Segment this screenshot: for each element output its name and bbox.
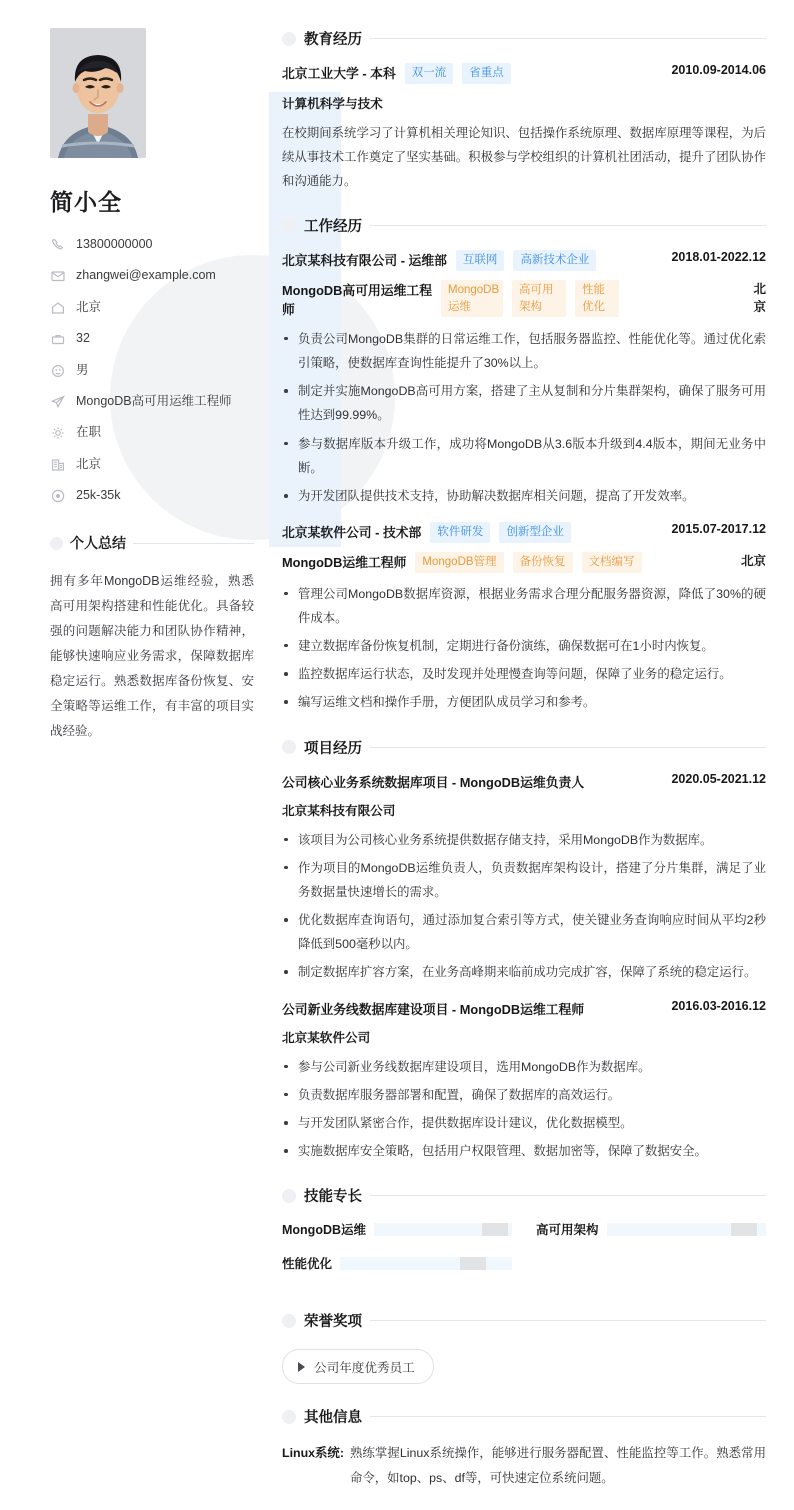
section-bullet-icon [282,1189,296,1203]
divider [133,543,254,544]
list-item: 负责公司MongoDB集群的日常运维工作，包括服务器监控、性能优化等。通过优化索引策略，使数据库查询性能提升了30%以上。 [282,327,766,375]
project-entry [282,772,766,985]
work-position-row [282,552,766,573]
skill-progress-knob [460,1257,486,1270]
skill-progress-bar [607,1223,766,1236]
list-item: 参与公司新业务线数据库建设项目，选用MongoDB作为数据库。 [282,1055,766,1079]
company-name: 北京某科技有限公司 - 运维部 [282,253,447,269]
school-name: 北京工业大学 - 本科 [282,66,396,81]
other-info-value: 熟练掌握Linux系统操作，能够进行服务器配置、性能监控等工作。熟悉常用命令，如top、ps、df等，可快速定位系统问题。 [349,1446,766,1485]
work-company-row [282,522,766,543]
play-triangle-icon [298,1362,305,1372]
summary-text: 拥有多年MongoDB运维经验，熟悉高可用架构搭建和性能优化。具备较强的问题解决能力和团队协作精神，能够快速响应业务需求，保障数据库稳定运行。熟悉数据库备份恢复、安全策略等运维工作，有丰富的项目实战经验。 [50,574,254,739]
list-item: 管理公司MongoDB数据库资源，根据业务需求合理分配服务器资源，降低了30%的硬件成本。 [282,582,766,630]
project-bullets [282,1055,766,1164]
contact-value: 在职 [76,425,102,440]
gender-icon [50,363,66,379]
section-bullet-icon [50,537,63,550]
section-bullet-icon [282,740,296,754]
target-icon [50,488,66,504]
position-tags [415,552,641,573]
skill-progress-bar [340,1257,512,1270]
project-heading-row [282,772,766,791]
section-header-summary [50,533,254,553]
tag: 性能优化 [575,280,619,317]
position-tags [441,280,619,317]
contact-value: zhangwei@example.com [76,268,216,283]
contact-value: 13800000000 [76,237,153,251]
skill-item [536,1220,766,1238]
education-heading-row [282,63,766,84]
position-name: MongoDB运维工程师 [282,554,407,570]
list-item: 建立数据库备份恢复机制，定期进行备份演练，确保数据可在1小时内恢复。 [282,634,766,658]
company-tags [430,522,571,543]
skill-name: MongoDB运维 [282,1223,367,1238]
divider [370,1416,766,1417]
section-header-projects [282,737,766,758]
contact-phone [50,235,254,254]
honor-award-button[interactable] [282,1349,434,1384]
work-date: 2015.07-2017.12 [671,522,766,537]
skill-progress-bar [374,1223,512,1236]
skill-progress-knob [731,1223,757,1236]
tag: 创新型企业 [499,522,571,543]
work-location: 北京 [753,281,766,315]
other-info-label: Linux系统: [282,1446,344,1461]
list-item: 为开发团队提供技术支持，协助解决数据库相关问题，提高了开发效率。 [282,484,766,508]
education-description: 在校期间系统学习了计算机相关理论知识、包括操作系统原理、数据库原理等课程，为后续从事技术工作奠定了坚实基础。积极参与学校组织的计算机社团活动，提升了团队协作和沟通能力。 [282,125,766,189]
briefcase-icon [50,331,66,347]
work-location: 北京 [740,553,766,568]
envelope-icon [50,268,66,284]
contact-email [50,266,254,285]
section-bullet-icon [282,1410,296,1424]
divider [370,1320,766,1321]
education-major: 计算机科学与技术 [282,96,383,111]
contact-status [50,423,254,442]
position-name: MongoDB高可用运维工程师 [282,282,432,317]
work-entry [282,522,766,714]
contact-value: 32 [76,331,90,346]
company-tags [456,250,597,271]
tag: 高新技术企业 [513,250,596,271]
skill-name: 性能优化 [282,1257,333,1272]
list-item: 该项目为公司核心业务系统提供数据存储支持，采用MongoDB作为数据库。 [282,828,766,852]
contact-value: 北京 [76,456,102,471]
section-bullet-icon [282,32,296,46]
honor-label: 公司年度优秀员工 [314,1361,415,1376]
tag: 软件研发 [430,522,490,543]
contact-value: 25k-35k [76,488,121,502]
skill-item [282,1254,512,1272]
phone-icon [50,237,66,253]
skill-item [282,1220,512,1238]
list-item: 与开发团队紧密合作，提供数据库设计建议，优化数据模型。 [282,1111,766,1135]
other-info-row [282,1441,766,1489]
divider [370,1195,766,1196]
main-column [276,28,766,1490]
contact-work-city [50,455,254,474]
tag: 高可用架构 [512,280,566,317]
contact-position [50,392,254,411]
tag: 备份恢复 [513,552,573,573]
contact-value: 男 [76,362,89,377]
section-header-work [282,215,766,236]
list-item: 优化数据库查询语句，通过添加复合索引等方式，使关键业务查询响应时间从平均2秒降低到500毫秒以内。 [282,908,766,956]
project-name: 公司新业务线数据库建设项目 - MongoDB运维工程师 [282,1001,585,1017]
skill-name: 高可用架构 [536,1223,599,1238]
project-entry [282,999,766,1164]
section-header-honors [282,1310,766,1331]
list-item: 制定并实施MongoDB高可用方案，搭建了主从复制和分片集群架构，确保了服务可用性达到99.99%。 [282,379,766,427]
project-date: 2020.05-2021.12 [671,771,766,786]
section-title: 项目经历 [304,740,362,757]
list-item: 制定数据库扩容方案，在业务高峰期来临前成功完成扩容，保障了系统的稳定运行。 [282,960,766,984]
section-title: 个人总结 [70,535,126,552]
list-item: 参与数据库版本升级工作，成功将MongoDB从3.6版本升级到4.4版本，期间无业务中断。 [282,432,766,480]
divider [370,38,766,39]
divider [370,225,766,226]
list-item: 编写运维文档和操作手册，方便团队成员学习和参考。 [282,690,766,714]
skill-progress-knob [482,1223,508,1236]
page-title: 简小全 [50,189,122,215]
skills-grid [282,1220,766,1288]
project-company: 北京某科技有限公司 [282,803,396,818]
building-icon [50,457,66,473]
tag: 双一流 [405,63,454,84]
section-title: 教育经历 [304,32,362,48]
work-position-row [282,280,766,318]
company-name: 北京某软件公司 - 技术部 [282,525,422,541]
section-title: 荣誉奖项 [304,1314,362,1331]
project-date: 2016.03-2016.12 [671,998,766,1013]
contact-age [50,329,254,348]
tag: 省重点 [462,63,511,84]
section-header-education [282,28,766,49]
project-bullets [282,828,766,985]
section-header-other [282,1406,766,1427]
tag: 互联网 [456,250,505,271]
divider [370,747,766,748]
work-bullets [282,582,766,715]
tag: 文档编写 [582,552,642,573]
project-name: 公司核心业务系统数据库项目 - MongoDB运维负责人 [282,774,585,790]
contact-gender [50,361,254,380]
section-title: 工作经历 [304,219,362,236]
section-bullet-icon [282,219,296,233]
home-icon [50,300,66,316]
sidebar [28,28,276,744]
list-item: 实施数据库安全策略，包括用户权限管理、数据加密等，保障了数据安全。 [282,1139,766,1163]
contact-list [50,235,254,505]
contact-value: MongoDB高可用运维工程师 [76,393,232,408]
contact-value: 北京 [76,299,102,314]
section-title: 技能专长 [304,1189,362,1206]
education-entry [282,63,766,193]
avatar [50,28,146,158]
work-bullets [282,327,766,508]
tag: MongoDB运维 [441,280,503,317]
list-item: 监控数据库运行状态，及时发现并处理慢查询等问题，保障了业务的稳定运行。 [282,662,766,686]
project-heading-row [282,999,766,1018]
tag: MongoDB管理 [415,552,503,573]
list-item: 负责数据库服务器部署和配置，确保了数据库的高效运行。 [282,1083,766,1107]
project-company: 北京某软件公司 [282,1030,371,1045]
work-date: 2018.01-2022.12 [671,250,766,265]
section-header-skills [282,1185,766,1206]
work-company-row [282,250,766,271]
list-item: 作为项目的MongoDB运维负责人，负责数据库架构设计，搭建了分片集群，满足了业务数据量快速增长的需求。 [282,856,766,904]
education-date: 2010.09-2014.06 [671,63,766,77]
contact-salary [50,486,254,505]
school-tags [405,63,511,84]
contact-city [50,298,254,317]
paper-plane-icon [50,394,66,410]
section-title: 其他信息 [304,1410,362,1427]
work-entry [282,250,766,508]
section-bullet-icon [282,1314,296,1328]
gear-icon [50,425,66,441]
